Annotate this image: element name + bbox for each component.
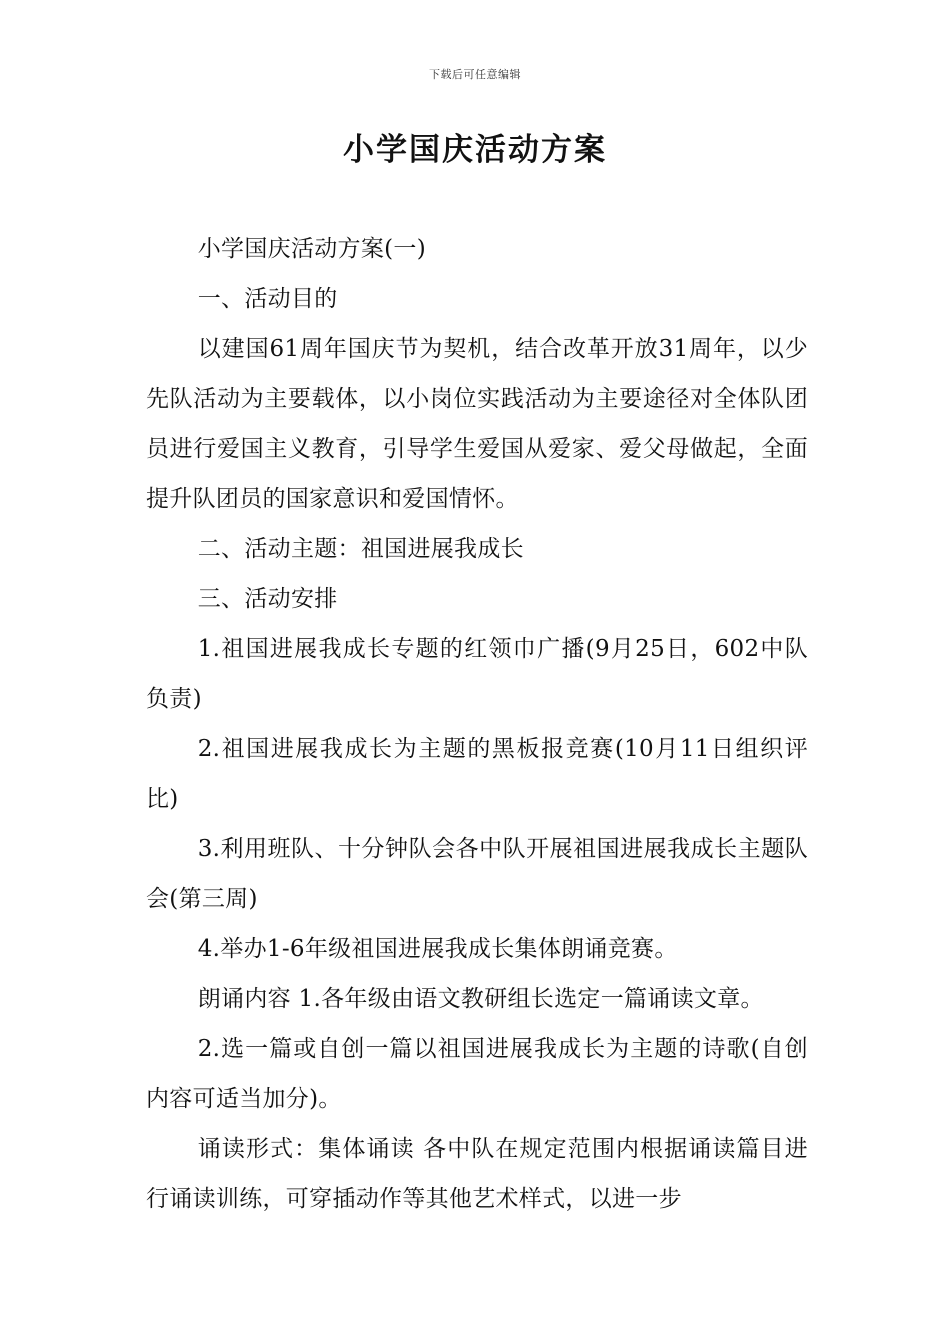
- paragraph-heading-arrangement: 三、活动安排: [197, 586, 338, 612]
- paragraph-item-2: 2.祖国进展我成长为主题的黑板报竞赛(10月11日组织评比): [146, 736, 808, 812]
- paragraph-subtitle: 小学国庆活动方案(一): [197, 236, 426, 262]
- paragraph-item-1: 1.祖国进展我成长专题的红领巾广播(9月25日，602中队负责): [146, 636, 808, 712]
- download-note: 下载后可任意编辑: [429, 68, 521, 81]
- paragraph-item-3: 3.利用班队、十分钟队会各中队开展祖国进展我成长主题队会(第三周): [146, 836, 808, 912]
- paragraph-purpose: 以建国61周年国庆节为契机，结合改革开放31周年，以少先队活动为主要载体，以小岗位实践活动为主要途径对全体队团员进行爱国主义教育，引导学生爱国从爱家、爱父母做起，全面提升队团员的国家意识和爱国情怀。: [146, 336, 808, 512]
- paragraph-item-4: 4.举办1-6年级祖国进展我成长集体朗诵竞赛。: [197, 936, 678, 962]
- document-title: 小学国庆活动方案: [343, 132, 607, 168]
- document-body: [146, 224, 808, 1224]
- paragraph-recitation-option-2: 2.选一篇或自创一篇以祖国进展我成长为主题的诗歌(自创内容可适当加分)。: [146, 1036, 808, 1112]
- paragraph-recitation-form: 诵读形式：集体诵读 各中队在规定范围内根据诵读篇目进行诵读训练，可穿插动作等其他艺术样式，以进一步: [146, 1136, 808, 1212]
- paragraph-heading-purpose: 一、活动目的: [197, 286, 338, 312]
- paragraph-heading-theme: 二、活动主题：祖国进展我成长: [197, 536, 524, 562]
- paragraph-recitation-content: 朗诵内容 1.各年级由语文教研组长选定一篇诵读文章。: [197, 986, 764, 1012]
